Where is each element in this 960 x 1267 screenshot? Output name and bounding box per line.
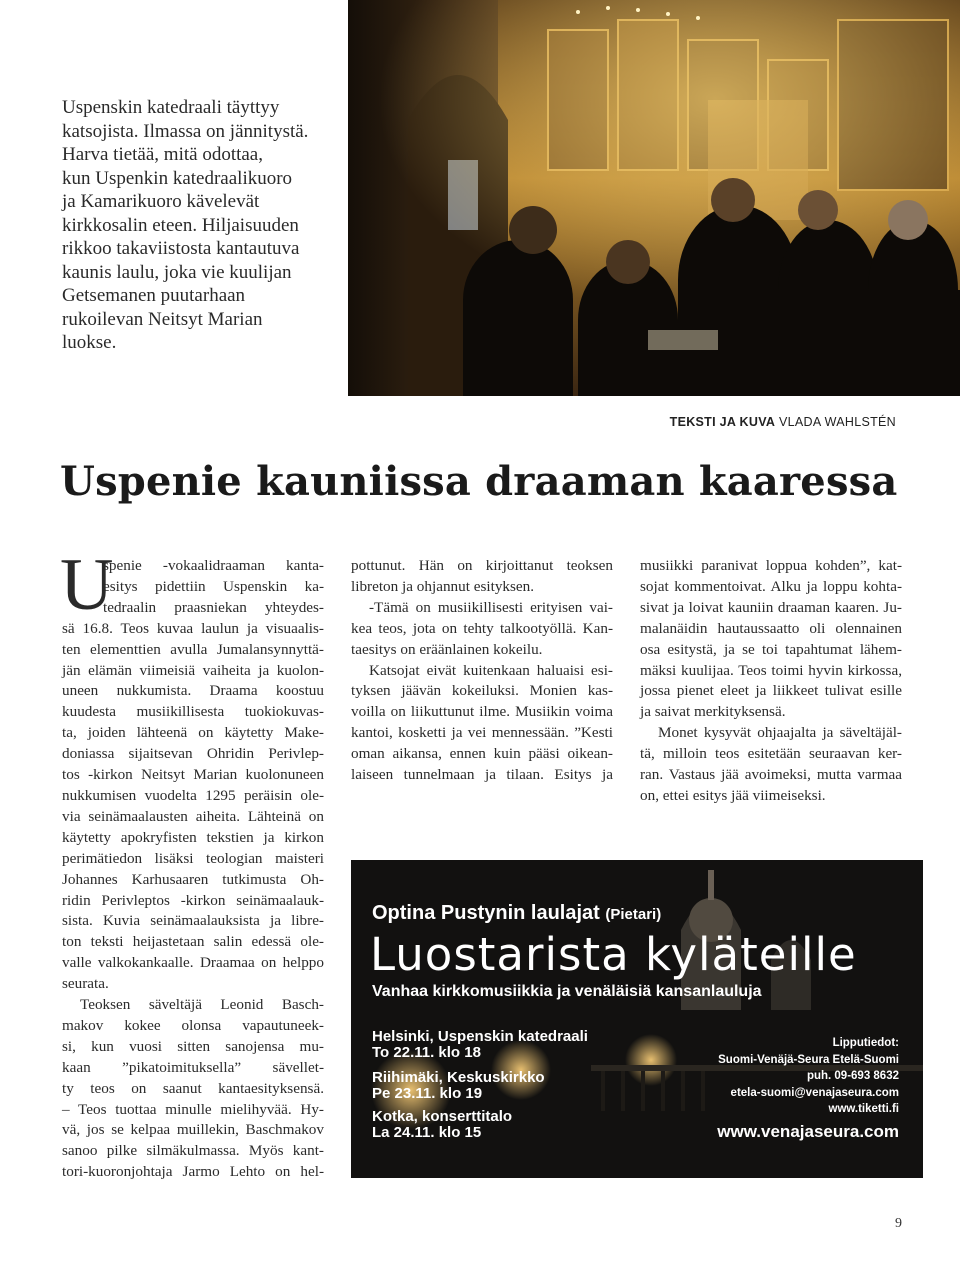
- body-line: ridin Perivleptos -kirkon seinämaalauk-: [62, 891, 324, 909]
- body-line: musiikki paranivat loppua kohden”, kat-: [640, 557, 902, 574]
- ad-venue-place: Riihimäki, Keskuskirkko: [372, 1069, 545, 1086]
- ad-venue-place: Helsinki, Uspenskin katedraali: [372, 1028, 588, 1045]
- body-line: kantoi, kosketti ja vei mennessään. ”Kesti: [351, 724, 613, 742]
- body-line: Teoksen säveltäjä Leonid Basch-: [80, 996, 324, 1014]
- body-line: sista. Kuvia seinämaalauksista ja libre-: [62, 912, 324, 930]
- body-line: pottunut. Hän on kirjoittanut teoksen: [351, 557, 613, 574]
- body-line: kuudesta musiikillisesta tuokiokuvas-: [62, 703, 324, 721]
- body-line: sä 16.8. Teos kuvaa laulun ja visuaalis-: [62, 619, 324, 637]
- body-line: Johannes Karhusaaren tutkimusta Oh-: [62, 870, 324, 888]
- lead-line: Getsemanen puutarhaan: [62, 285, 246, 306]
- ad-tickets-web[interactable]: www.tiketti.fi: [828, 1103, 899, 1115]
- body-line: ja saivat merkityksensä.: [640, 703, 786, 721]
- body-line: nukkumisen vuodelta 1295 peräisin ole-: [62, 786, 324, 804]
- ad-ticket-info: [718, 1035, 899, 1118]
- cathedral-interior-image: [348, 0, 960, 396]
- body-line: -Tämä on musiikillisesti erityisen vai-: [369, 598, 613, 616]
- body-line: vä, jos se kelpaa muillekin, Baschmakov: [62, 1121, 324, 1139]
- byline-label: TEKSTI JA KUVA: [669, 415, 776, 429]
- body-line: jän elämän viimeisiä vaiheita ja kuolon-: [62, 661, 324, 679]
- choir-photo: [348, 0, 960, 396]
- ad-venue-date: La 24.11. klo 15: [372, 1124, 482, 1141]
- body-line: ten elementtien avulla Jumalansynnyttä-: [62, 640, 324, 658]
- body-line: kea teos, jota on tehty talkootyöllä. Kan-: [351, 619, 613, 637]
- body-line: tori-kuoronjohtaja Jarmo Lehto on hel-: [62, 1163, 324, 1181]
- lead-line: luokse.: [62, 332, 117, 353]
- body-line: spenie -vokaalidraaman kanta-: [103, 557, 324, 574]
- lead-line: rikkoo takaviistosta kantautuva: [62, 238, 300, 259]
- lead-line: kaunis laulu, joka vie kuulijan: [62, 261, 292, 283]
- body-line: via seinämaalausten aiheita. Lähteinä on: [62, 807, 324, 825]
- ad-venue-place: Kotka, konserttitalo: [372, 1108, 513, 1125]
- body-line: ty teos on saanut kantaesityksensä.: [62, 1079, 324, 1097]
- ad-venue-3: [372, 1109, 512, 1141]
- article-headline: Uspenie kauniissa draaman kaaressa: [60, 458, 898, 505]
- body-column-1: [62, 556, 324, 1183]
- body-column-3: [640, 556, 902, 807]
- body-line: si, kun vuosi sitten sanojensa mu-: [62, 1037, 324, 1055]
- ad-tickets-label: Lipputiedot:: [832, 1037, 899, 1049]
- concert-advertisement: [351, 860, 923, 1178]
- body-line: käytetty apokryfisten tekstien ja kirkon: [62, 828, 324, 846]
- byline-name: VLADA WAHLSTÉN: [779, 415, 896, 429]
- body-line: doniassa sijaitsevan Ohridin Perivlep-: [62, 745, 324, 763]
- lead-paragraph: [62, 96, 332, 355]
- lead-line: kun Uspenkin katedraalikuoro: [62, 167, 293, 189]
- ad-performer-city: (Pietari): [605, 906, 662, 923]
- ad-website[interactable]: www.venajaseura.com: [717, 1122, 899, 1141]
- body-line: sojat kommentoivat. Alku ja loppu kohta-: [640, 577, 902, 595]
- body-line: – Teos tuottaa minulle mielihyvää. Hy-: [62, 1100, 324, 1118]
- body-line: ran. Vastaus jää avoimeksi, mutta varmaa: [640, 766, 902, 784]
- ad-venue-date: To 22.11. klo 18: [372, 1044, 481, 1061]
- ad-performer-name: Optina Pustynin laulajat: [372, 902, 600, 924]
- body-line: kaan ”pikatoimituksella” sävellet-: [62, 1058, 324, 1076]
- body-line: taesitys on eräänlainen kokeilu.: [351, 640, 543, 658]
- ad-venue-date: Pe 23.11. klo 19: [372, 1085, 483, 1102]
- body-line: sivat ja loivat kauniin draaman kaaren. Ju-: [640, 598, 902, 616]
- body-line: tos -kirkon Neitsyt Marian kuolonuneen: [62, 766, 324, 784]
- ad-title: Luostarista kyläteille: [370, 928, 857, 981]
- ad-tickets-org: Suomi-Venäjä-Seura Etelä-Suomi: [718, 1053, 899, 1066]
- lead-line: Uspenskin katedraali täyttyy: [62, 97, 280, 118]
- body-line: tyksen jäävän kokeiluksi. Monien kas-: [351, 682, 613, 700]
- body-line: on, ettei esitys jää viimeiseksi.: [640, 786, 826, 804]
- page-number: 9: [895, 1216, 902, 1231]
- body-line: perimätiedon lisäksi teologian maisteri: [62, 849, 324, 867]
- body-line: esitys pidettiin Uspenskin ka-: [103, 577, 324, 595]
- ad-venue-1: [372, 1029, 588, 1061]
- body-line: valle valkokankaalle. Draamaa on helppo: [62, 954, 324, 972]
- ad-tickets-phone: puh. 09-693 8632: [806, 1070, 899, 1082]
- body-line: uneen nukkumista. Draama koostuu: [62, 682, 324, 700]
- body-line: malanäidin hautaussaatto oli olennainen: [640, 619, 902, 637]
- body-line: jossa pienet eleet ja liikkeet tulivat esille: [640, 682, 902, 700]
- lead-line: ja Kamarikuoro kävelevät: [62, 191, 260, 212]
- byline: [670, 415, 896, 429]
- body-line: Monet kysyvät ohjaajalta ja säveltäjäl-: [658, 724, 902, 742]
- ad-tickets-email[interactable]: etela-suomi@venajaseura.com: [730, 1086, 899, 1099]
- body-line: ton teksti heijastetaan salin edessä ole-: [62, 933, 324, 951]
- body-line: laiseen tunnelmaan ja tilaan. Esitys ja: [351, 766, 613, 784]
- body-line: tedraalin praasniekan yhteydes-: [103, 598, 324, 616]
- ad-performer: [372, 902, 661, 925]
- body-column-2: [351, 556, 613, 786]
- body-line: makov kokee olonsa vapautuneek-: [62, 1016, 324, 1034]
- drop-cap: U: [60, 544, 114, 626]
- body-line: voilla on liikuttunut ilme. Musiikin voima: [351, 703, 613, 721]
- body-line: libreton ja ohjannut esityksen.: [351, 577, 535, 595]
- body-line: ta, joiden lähteenä on käytetty Make-: [62, 724, 324, 742]
- body-line: tä, milloin teos esitetään seuraavan ker-: [640, 745, 902, 763]
- lead-line: kirkkosalin eteen. Hiljaisuuden: [62, 214, 299, 236]
- body-line: sanoo pilke silmäkulmassa. Myös kant-: [62, 1142, 324, 1160]
- ad-subtitle: Vanhaa kirkkomusiikkia ja venäläisiä kansanlauluja: [372, 983, 762, 1000]
- body-line: Katsojat eivät kuitenkaan haluaisi esi-: [369, 661, 613, 679]
- lead-line: katsojista. Ilmassa on jännitystä.: [62, 120, 309, 142]
- body-line: mäksi kuulijaa. Teos toimi hyvin kirkossa,: [640, 661, 902, 679]
- body-line: osa esitystä, ja se toi tapahtumat lähem-: [640, 640, 902, 658]
- lead-line: rukoilevan Neitsyt Marian: [62, 308, 263, 330]
- body-line: oman aikansa, ennen kuin pääsi oikean-: [351, 745, 613, 763]
- body-line: seurata.: [62, 975, 109, 993]
- ad-venue-2: [372, 1070, 545, 1102]
- lead-line: Harva tietää, mitä odottaa,: [62, 144, 263, 165]
